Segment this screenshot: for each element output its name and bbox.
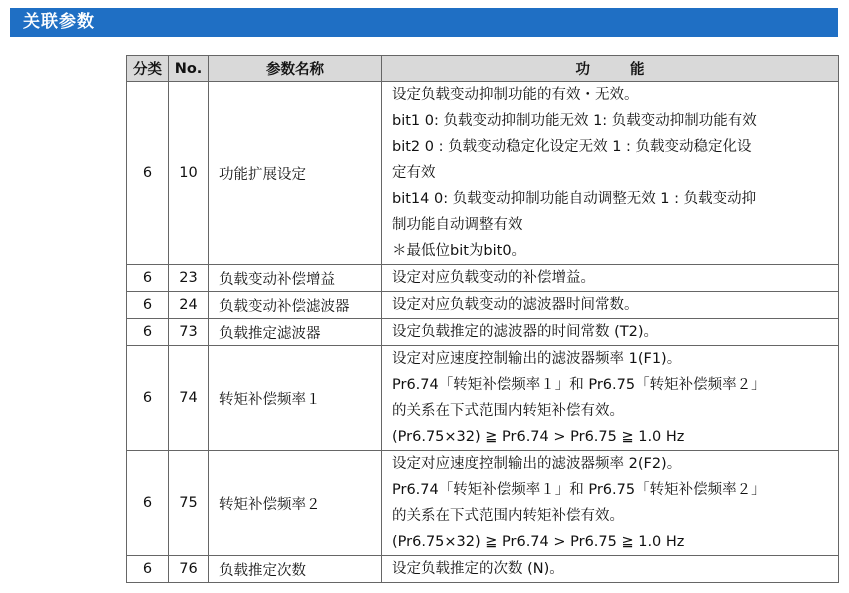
section-header-bar bbox=[10, 8, 838, 37]
section-title: 关联参数 bbox=[23, 12, 95, 32]
cell-name: 负载变动补偿增益 bbox=[209, 265, 382, 292]
cell-category: 6 bbox=[127, 82, 169, 265]
cell-function bbox=[382, 265, 839, 292]
cell-function bbox=[382, 82, 839, 265]
cell-category: 6 bbox=[127, 319, 169, 346]
cell-category: 6 bbox=[127, 292, 169, 319]
cell-function bbox=[382, 319, 839, 346]
function-line: bit2 0 : 负载变动稳定化设定无效 1 : 负载变动稳定化设 bbox=[392, 139, 752, 155]
cell-category: 6 bbox=[127, 451, 169, 556]
table-row bbox=[127, 319, 839, 346]
function-line: 设定负载推定的次数 (N)。 bbox=[392, 561, 564, 577]
cell-no: 10 bbox=[169, 82, 209, 265]
function-line: 设定负载推定的滤波器的时间常数 (T2)。 bbox=[392, 324, 659, 340]
cell-name: 负载推定次数 bbox=[209, 556, 382, 583]
cell-function bbox=[382, 556, 839, 583]
table-row bbox=[127, 82, 839, 265]
cell-no: 74 bbox=[169, 346, 209, 451]
function-line: bit1 0: 负载变动抑制功能无效 1: 负载变动抑制功能有效 bbox=[392, 113, 757, 129]
cell-name: 转矩补偿频率１ bbox=[209, 346, 382, 451]
function-line: (Pr6.75×32) ≧ Pr6.74 > Pr6.75 ≧ 1.0 Hz bbox=[392, 534, 685, 550]
function-line: 设定对应负载变动的滤波器时间常数。 bbox=[392, 297, 639, 313]
parameter-table bbox=[126, 55, 839, 583]
cell-name: 转矩补偿频率２ bbox=[209, 451, 382, 556]
function-line: bit14 0: 负载变动抑制功能自动调整无效 1 : 负载变动抑 bbox=[392, 191, 757, 207]
table-row bbox=[127, 451, 839, 556]
function-line: 定有效 bbox=[392, 165, 436, 181]
cell-no: 75 bbox=[169, 451, 209, 556]
header-name: 参数名称 bbox=[209, 56, 382, 82]
function-line: 设定对应负载变动的补偿增益。 bbox=[392, 270, 595, 286]
cell-category: 6 bbox=[127, 265, 169, 292]
table-row bbox=[127, 292, 839, 319]
header-category: 分类 bbox=[127, 56, 169, 82]
header-function: 功能 bbox=[382, 56, 839, 82]
cell-name: 功能扩展设定 bbox=[209, 82, 382, 265]
table-header-row bbox=[127, 56, 839, 82]
function-line: 制功能自动调整有效 bbox=[392, 217, 523, 233]
cell-name: 负载推定滤波器 bbox=[209, 319, 382, 346]
cell-category: 6 bbox=[127, 346, 169, 451]
cell-no: 23 bbox=[169, 265, 209, 292]
function-line: Pr6.74「转矩补偿频率１」和 Pr6.75「转矩补偿频率２」 bbox=[392, 482, 766, 498]
table-row bbox=[127, 265, 839, 292]
table-row bbox=[127, 556, 839, 583]
cell-function bbox=[382, 292, 839, 319]
cell-function bbox=[382, 451, 839, 556]
cell-name: 负载变动补偿滤波器 bbox=[209, 292, 382, 319]
cell-category: 6 bbox=[127, 556, 169, 583]
cell-no: 24 bbox=[169, 292, 209, 319]
table-row bbox=[127, 346, 839, 451]
header-no: No. bbox=[169, 56, 209, 82]
function-line: 设定对应速度控制输出的滤波器频率 2(F2)。 bbox=[392, 456, 682, 472]
cell-no: 73 bbox=[169, 319, 209, 346]
function-line: 设定负载变动抑制功能的有效・无效。 bbox=[392, 87, 639, 103]
function-line: 的关系在下式范围内转矩补偿有效。 bbox=[392, 508, 624, 524]
function-line: 设定对应速度控制输出的滤波器频率 1(F1)。 bbox=[392, 351, 682, 367]
function-line: 的关系在下式范围内转矩补偿有效。 bbox=[392, 403, 624, 419]
cell-no: 76 bbox=[169, 556, 209, 583]
cell-function bbox=[382, 346, 839, 451]
function-line: Pr6.74「转矩补偿频率１」和 Pr6.75「转矩补偿频率２」 bbox=[392, 377, 766, 393]
function-line: (Pr6.75×32) ≧ Pr6.74 > Pr6.75 ≧ 1.0 Hz bbox=[392, 429, 685, 445]
function-line: ＊最低位bit为bit0。 bbox=[392, 243, 527, 259]
